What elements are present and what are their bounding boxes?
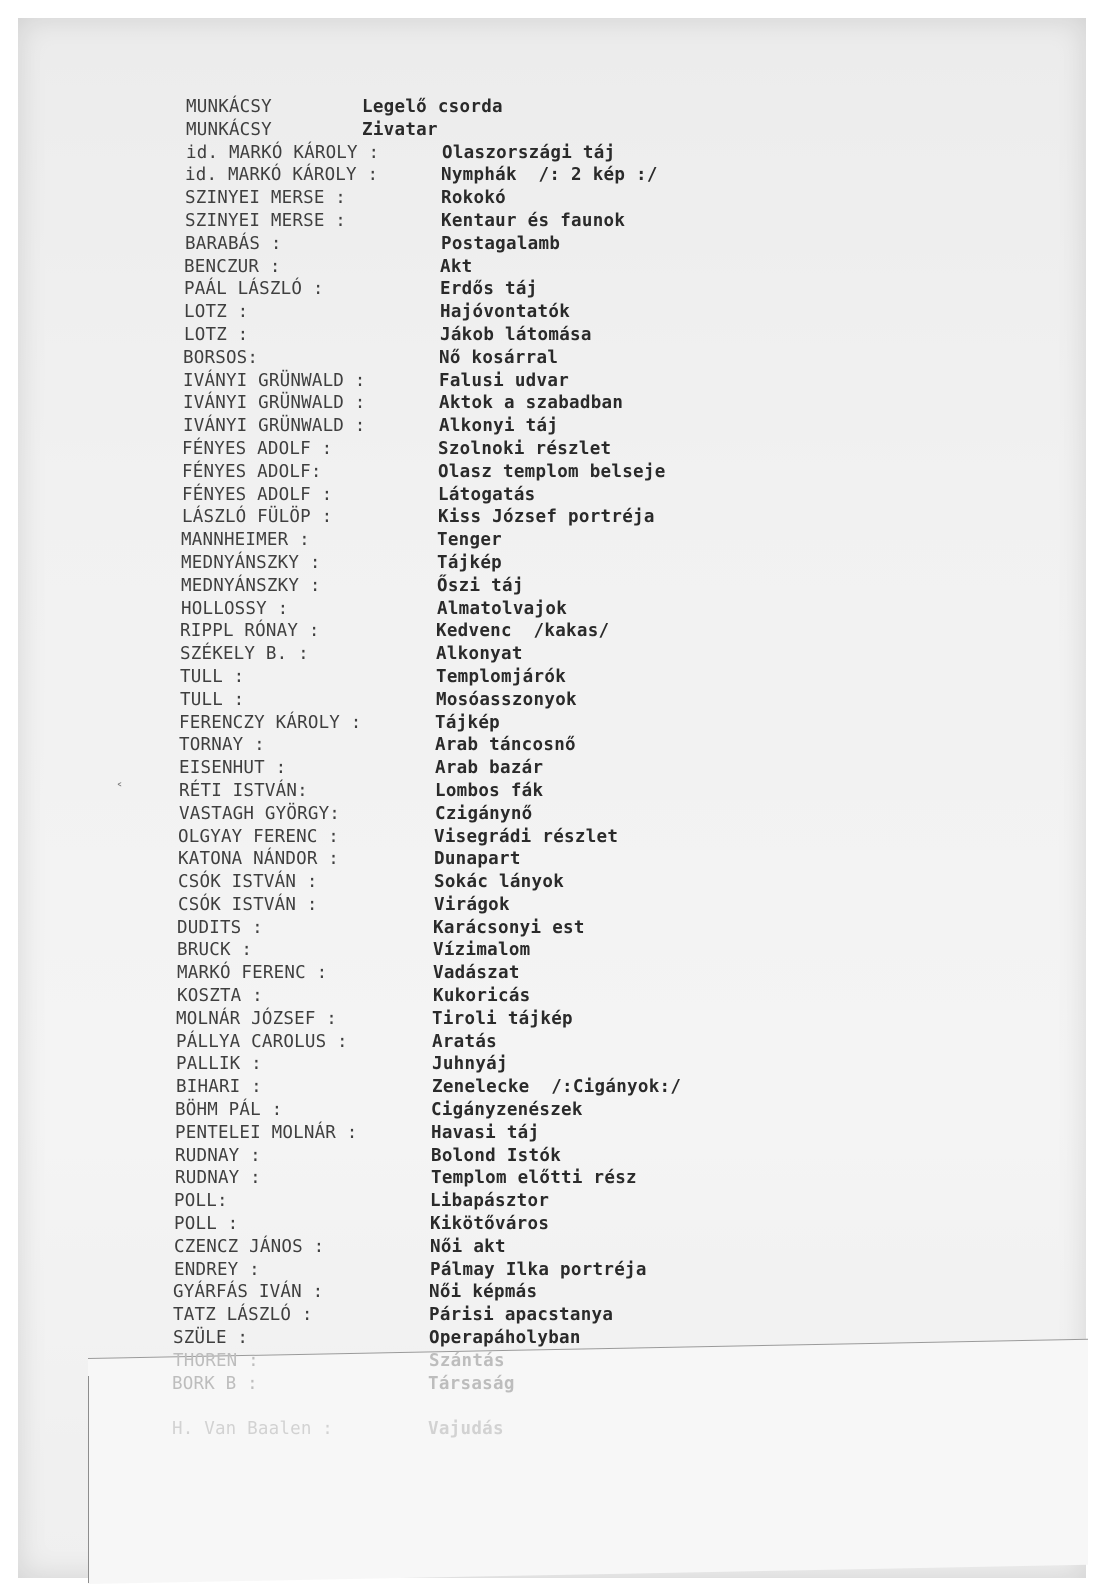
artist-name: BORSOS:: [183, 347, 259, 368]
artist-name: IVÁNYI GRÜNWALD :: [183, 416, 366, 437]
list-item: [0, 803, 1100, 826]
list-item: [0, 187, 1100, 210]
artist-name: IVÁNYI GRÜNWALD :: [183, 370, 366, 391]
artist-name: IVÁNYI GRÜNWALD :: [183, 393, 366, 414]
painting-title: Postagalamb: [441, 233, 561, 254]
list-item: [0, 256, 1100, 279]
list-item: [0, 506, 1100, 529]
painting-title: Akt: [440, 256, 473, 277]
artist-name: FÉNYES ADOLF:: [182, 461, 322, 482]
list-item: [0, 712, 1100, 735]
painting-title: Arab táncosnő: [435, 735, 576, 756]
painting-title: Nymphák /: 2 kép :/: [441, 165, 658, 186]
artist-name: HOLLOSSY :: [181, 598, 289, 619]
list-item: [0, 1167, 1100, 1190]
artist-name: TULL :: [180, 666, 245, 687]
list-item: [0, 370, 1100, 393]
artist-name: TATZ LÁSZLÓ :: [173, 1305, 313, 1326]
artist-name: OLGYAY FERENC :: [178, 826, 340, 847]
artist-name: PALLIK :: [176, 1054, 262, 1075]
painting-title: Lombos fák: [435, 780, 544, 801]
artist-name: PAÁL LÁSZLÓ :: [184, 279, 324, 300]
list-item: [0, 871, 1100, 894]
artist-name: id. MARKÓ KÁROLY :: [186, 142, 380, 163]
painting-title: Dunapart: [434, 849, 521, 870]
artist-name: SZÜLE :: [173, 1328, 249, 1349]
list-item: [0, 917, 1100, 940]
painting-title: Alkonyi táj: [439, 416, 559, 437]
list-item: [0, 1373, 1100, 1396]
list-item: [0, 301, 1100, 324]
artist-name: SZÉKELY B. :: [180, 644, 309, 665]
painting-title: Női képmás: [429, 1282, 538, 1303]
list-item: [0, 438, 1100, 461]
list-item: [0, 643, 1100, 666]
artist-name: RUDNAY :: [175, 1168, 261, 1189]
painting-title: Tiroli tájkép: [432, 1008, 573, 1029]
list-item: [0, 894, 1100, 917]
painting-title: Falusi udvar: [439, 370, 570, 391]
artist-name: VASTAGH GYÖRGY:: [179, 803, 341, 824]
list-item: [0, 1190, 1100, 1213]
painting-title: Legelő csorda: [362, 97, 503, 117]
painting-title: Mosóasszonyok: [436, 689, 577, 710]
list-item: [0, 96, 1100, 119]
artist-name: BRUCK :: [177, 940, 253, 961]
list-item: [0, 734, 1100, 757]
list-item: [0, 324, 1100, 347]
painting-title: Nő kosárral: [439, 347, 559, 368]
artist-name: CSÓK ISTVÁN :: [178, 872, 318, 893]
artist-name: ENDREY :: [174, 1259, 260, 1280]
painting-title: Zenelecke /:Cigányok:/: [432, 1077, 682, 1098]
list-item: [0, 780, 1100, 803]
artist-name: DUDITS :: [177, 917, 263, 938]
artist-name: BIHARI :: [176, 1077, 262, 1098]
painting-title: Vízimalom: [433, 940, 531, 961]
artist-name: GYÁRFÁS IVÁN :: [173, 1282, 324, 1303]
painting-title: Jákob látomása: [440, 324, 592, 345]
artist-name: TULL :: [180, 689, 245, 710]
artist-name: MUNKÁCSY: [186, 119, 272, 140]
painting-title: Szolnoki részlet: [438, 438, 612, 459]
list-item: [0, 484, 1100, 507]
painting-title: Tenger: [437, 530, 503, 551]
list-item: [0, 1008, 1100, 1031]
artist-name: KOSZTA :: [177, 986, 263, 1007]
painting-title: Karácsonyi est: [433, 917, 585, 938]
list-item: [0, 666, 1100, 689]
painting-title: Párisi apacstanya: [429, 1305, 614, 1326]
painting-title: Olasz templom belseje: [438, 461, 666, 482]
list-item: [0, 1122, 1100, 1145]
list-item: [0, 620, 1100, 643]
painting-title: Aktok a szabadban: [439, 393, 624, 414]
list-item: [0, 1304, 1100, 1327]
list-item: [0, 689, 1100, 712]
painting-title: Kikötőváros: [430, 1214, 550, 1235]
list-item: [0, 233, 1100, 256]
painting-title: Vajudás: [428, 1419, 504, 1440]
list-item: [0, 1076, 1100, 1099]
artist-name: FÉNYES ADOLF :: [182, 438, 333, 459]
list-item: [0, 1350, 1100, 1373]
painting-title: Alkonyat: [436, 644, 523, 665]
list-item: [0, 575, 1100, 598]
list-item: [0, 415, 1100, 438]
artist-name: PÁLLYA CAROLUS :: [176, 1031, 348, 1052]
painting-title: Templom előtti rész: [431, 1168, 637, 1189]
list-item: [0, 142, 1100, 165]
list-item: [0, 529, 1100, 552]
painting-title: Kiss József portréja: [438, 507, 655, 528]
painting-title: Kukoricás: [433, 986, 531, 1007]
painting-title: Társaság: [428, 1373, 515, 1394]
painting-title: Vadászat: [433, 963, 520, 984]
painting-title: Kentaur és faunok: [441, 210, 626, 231]
painting-title: Havasi táj: [431, 1122, 540, 1143]
artist-name: BORK B :: [172, 1373, 258, 1394]
list-item: [0, 1395, 1100, 1418]
artist-name: LOTZ :: [184, 324, 249, 345]
painting-title: Női akt: [430, 1236, 506, 1257]
artist-name: SZINYEI MERSE :: [185, 210, 347, 231]
artist-name: MEDNYÁNSZKY :: [181, 552, 321, 573]
artist-name: RÉTI ISTVÁN:: [179, 780, 308, 801]
list-item: [0, 278, 1100, 301]
list-item: [0, 826, 1100, 849]
list-item: [0, 985, 1100, 1008]
list-item: [0, 598, 1100, 621]
list-item: [0, 1031, 1100, 1054]
artist-name: LÁSZLÓ FÜLÖP :: [182, 507, 333, 528]
painting-title: Tájkép: [437, 552, 503, 573]
list-item: [0, 1099, 1100, 1122]
list-item: [0, 461, 1100, 484]
artist-name: MANNHEIMER :: [181, 530, 310, 551]
list-item: [0, 1327, 1100, 1350]
list-item: [0, 1281, 1100, 1304]
painting-title: Aratás: [432, 1031, 498, 1052]
artist-name: MOLNÁR JÓZSEF :: [176, 1008, 338, 1029]
artist-name: FÉNYES ADOLF :: [182, 484, 333, 505]
artist-name: MUNKÁCSY: [186, 97, 272, 117]
artist-name: BÖHM PÁL :: [175, 1100, 283, 1121]
artist-name: POLL :: [174, 1214, 239, 1235]
list-item: [0, 210, 1100, 233]
painting-title: Zivatar: [362, 119, 438, 140]
ink-speck: ˂: [116, 782, 123, 798]
painting-title: Látogatás: [438, 484, 536, 505]
list-item: [0, 392, 1100, 415]
painting-title: Kedvenc /kakas/: [436, 621, 610, 642]
list-item: [0, 552, 1100, 575]
painting-title: Libapásztor: [430, 1191, 550, 1212]
painting-title: Olaszországi táj: [442, 142, 616, 163]
painting-title: Sokác lányok: [434, 872, 565, 893]
artist-name: MEDNYÁNSZKY :: [181, 575, 321, 596]
list-item: [0, 757, 1100, 780]
artist-name: MARKÓ FERENC :: [177, 963, 328, 984]
painting-title: Rokokó: [441, 188, 507, 209]
artist-name: RIPPL RÓNAY :: [180, 621, 320, 642]
artist-name: LOTZ :: [184, 302, 249, 323]
list-item: [0, 1145, 1100, 1168]
painting-title: Cigányzenészek: [431, 1100, 583, 1121]
artist-name: THOREN :: [173, 1350, 259, 1371]
painting-title: Tájkép: [435, 712, 501, 733]
painting-title: Őszi táj: [437, 575, 524, 596]
list-item: [0, 347, 1100, 370]
artist-name: CSÓK ISTVÁN :: [178, 894, 318, 915]
painting-title: Operapáholyban: [429, 1328, 581, 1349]
list-item: [0, 164, 1100, 187]
artist-name: H. Van Baalen :: [172, 1419, 334, 1440]
list-item: [0, 962, 1100, 985]
painting-title: Juhnyáj: [432, 1054, 508, 1075]
artist-name: RUDNAY :: [175, 1145, 261, 1166]
painting-title: Pálmay Ilka portréja: [430, 1259, 647, 1280]
artist-name: BARABÁS :: [185, 233, 282, 254]
painting-title: Hajóvontatók: [440, 302, 571, 323]
artist-name: CZENCZ JÁNOS :: [174, 1236, 325, 1257]
list-item: [0, 1259, 1100, 1282]
painting-title: Bolond Istók: [431, 1145, 562, 1166]
artist-name: PENTELEI MOLNÁR :: [175, 1122, 358, 1143]
artist-name: EISENHUT :: [179, 758, 287, 779]
painting-title: Visegrádi részlet: [434, 826, 619, 847]
list-item: [0, 1213, 1100, 1236]
painting-title: Almatolvajok: [437, 598, 568, 619]
painting-title: Czigánynő: [435, 803, 533, 824]
painting-title: Erdős táj: [440, 279, 538, 300]
artist-name: TORNAY :: [179, 735, 265, 756]
painting-list: [0, 96, 1100, 1441]
artist-name: id. MARKÓ KÁROLY :: [185, 165, 379, 186]
artist-name: POLL:: [174, 1191, 228, 1212]
artist-name: KATONA NÁNDOR :: [178, 849, 340, 870]
painting-title: Templomjárók: [436, 666, 567, 687]
painting-title: Arab bazár: [435, 758, 544, 779]
painting-title: Szántás: [429, 1350, 505, 1371]
list-item: [0, 119, 1100, 142]
artist-name: BENCZUR :: [184, 256, 281, 277]
list-item: [0, 1418, 1100, 1441]
painting-title: Virágok: [434, 894, 510, 915]
list-item: [0, 939, 1100, 962]
list-item: [0, 848, 1100, 871]
artist-name: FERENCZY KÁROLY :: [179, 712, 362, 733]
artist-name: SZINYEI MERSE :: [185, 188, 347, 209]
list-item: [0, 1053, 1100, 1076]
list-item: [0, 1236, 1100, 1259]
